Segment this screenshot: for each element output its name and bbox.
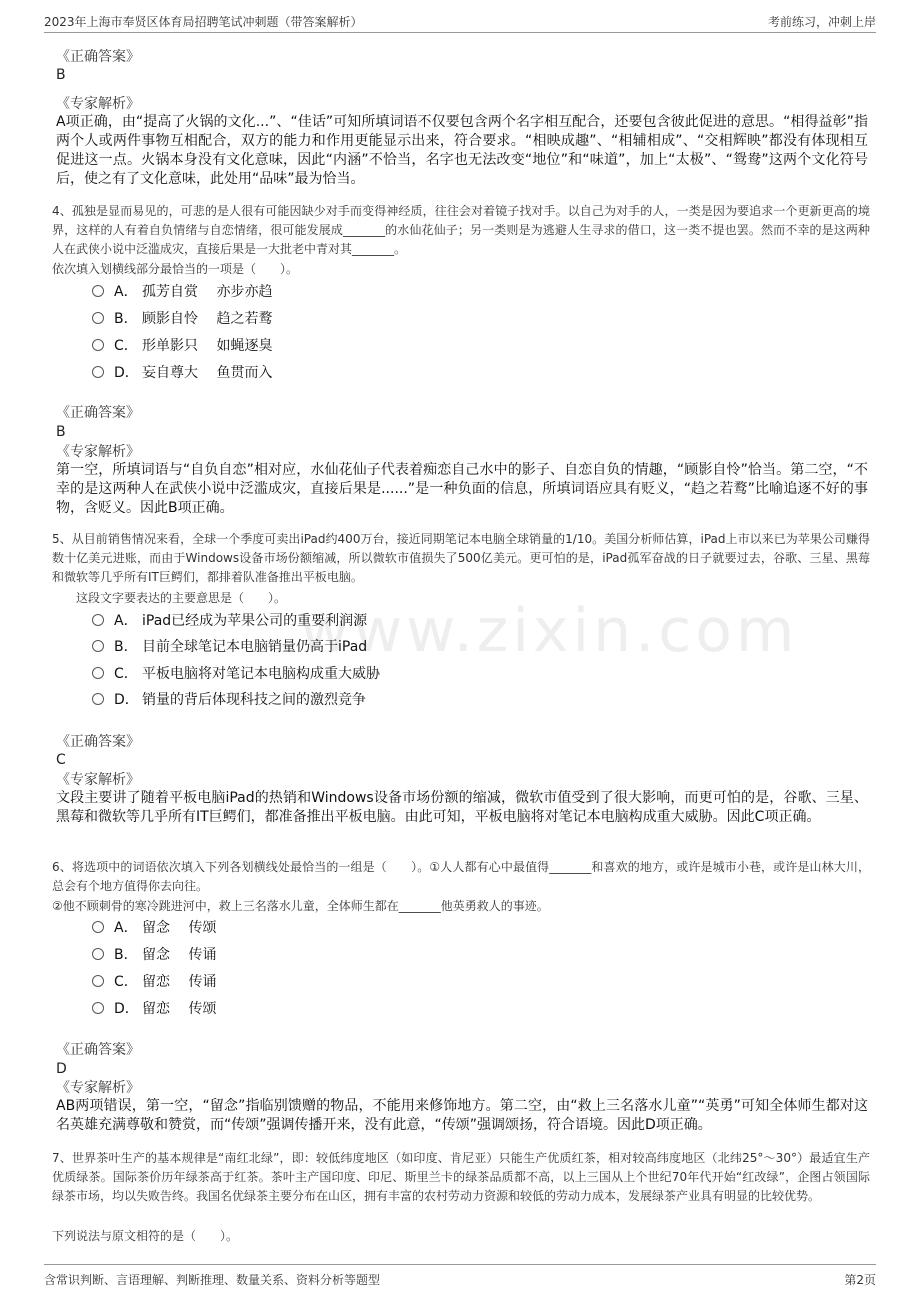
answer-label: 《正确答案》 [56, 49, 140, 65]
analysis-text: 第一空，所填词语与“自负自恋”相对应，水仙花仙子代表着痴恋自己水中的影子、自恋自负的情趣，“顾影自怜”恰当。第二空，“不幸的是这两种人在武侠小说中泛滥成灾，直接后果是......”是一种负面的信息，所填词语应具有贬义，“趋之若鹜”比喻追逐不好的事物，含贬义。因此B项正确。 [56, 462, 868, 516]
question-text: 7、世界茶叶生产的基本规律是“南红北绿”，即：较低纬度地区（如印度、肯尼亚）只能生产优质红茶，相对较高纬度地区（北纬25°～30°）最适宜生产优质绿茶。国际茶价历年绿茶高于红茶。茶叶主产国印度、印尼、斯里兰卡的绿茶品质都不高，以上三国从上个世纪70年代开始“红改绿”，企图占领国际绿茶市场，均以失败告终。我国名优绿茶主要分布在山区，拥有丰富的农村劳动力资源和较低的劳动力成本，发展绿茶产业具有明显的比较优势。 [52, 1151, 870, 1203]
watermark: www.zixin.com [300, 596, 799, 666]
radio-icon[interactable] [92, 366, 104, 378]
question-prompt: 这段文字要表达的主要意思是（ ）。 [76, 591, 287, 605]
option-b[interactable]: B． 留念 传诵 [92, 945, 216, 965]
radio-icon[interactable] [92, 693, 104, 705]
answer-label: 《正确答案》 [56, 405, 140, 421]
radio-icon[interactable] [92, 948, 104, 960]
analysis-label: 《专家解析》 [56, 772, 140, 788]
analysis-label: 《专家解析》 [56, 1080, 140, 1096]
answer-label: 《正确答案》 [56, 1042, 140, 1058]
page-footer [44, 1264, 876, 1291]
option-d[interactable]: D． 销量的背后体现科技之间的激烈竞争 [92, 690, 366, 710]
radio-icon[interactable] [92, 921, 104, 933]
question-text-2: ②他不顾刺骨的寒冷跳进河中，救上三名落水儿童，全体师生都在_______他英勇救人的事迹。 [52, 899, 549, 913]
analysis-label: 《专家解析》 [56, 96, 140, 112]
footer-text: 含常识判断、言语理解、判断推理、数量关系、资料分析等题型 [44, 1273, 381, 1287]
question-text: 6、将选项中的词语依次填入下列各划横线处最恰当的一组是（ ）。①人人都有心中最值得_______和喜欢的地方，或许是城市小巷，或许是山林大川，总会有个地方值得你去向往。 [52, 860, 870, 893]
analysis-text: AB两项错误，第一空，“留念”指临别馈赠的物品，不能用来修饰地方。第二空，由“救上三名落水儿童”“英勇”可知全体师生都对这名英雄充满尊敬和赞赏，而“传颂”强调传播开来，没有此意，“传颂”强调颂扬，符合语境。因此D项正确。 [56, 1098, 868, 1133]
answer-value: B [56, 424, 66, 440]
radio-icon[interactable] [92, 339, 104, 351]
question-prompt: 下列说法与原文相符的是（ ）。 [52, 1229, 239, 1243]
answer-value: B [56, 67, 66, 83]
page-number: 第2页 [844, 1273, 876, 1287]
header-slogan: 考前练习，冲刺上岸 [767, 15, 876, 29]
analysis-text: 文段主要讲了随着平板电脑iPad的热销和Windows设备市场份额的缩减，微软市值受到了很大影响，而更可怕的是，谷歌、三星、黑莓和微软等几乎所有IT巨鳄们，都准备推出平板电脑。由此可知，平板电脑将对笔记本电脑构成重大威胁。因此C项正确。 [56, 790, 868, 825]
option-a[interactable]: A． 留念 传颂 [92, 918, 216, 938]
analysis-text: A项正确，由“提高了火锅的文化...”、“佳话”可知所填词语不仅要包含两个名字相互配合，还要包含彼此促进的意思。“相得益彰”指两个人或两件事物互相配合，双方的能力和作用更能显示出来，符合要求。“相映成趣”、“相辅相成”、“交相辉映”都没有体现相互促进这一点。火锅本身没有文化意味，因此“内涵”不恰当，名字也无法改变“地位”和“味道”，加上“太极”、“鸳鸯”这两个文化符号后，使之有了文化意味，此处用“品味”最为恰当。 [56, 114, 868, 187]
radio-icon[interactable] [92, 285, 104, 297]
radio-icon[interactable] [92, 640, 104, 652]
option-c[interactable]: C． 形单影只 如蝇逐臭 [92, 336, 272, 356]
radio-icon[interactable] [92, 667, 104, 679]
option-b[interactable]: B． 顾影自怜 趋之若鹜 [92, 309, 272, 329]
option-a[interactable]: A． iPad已经成为苹果公司的重要利润源 [92, 611, 367, 631]
question-prompt: 依次填入划横线部分最恰当的一项是（ ）。 [52, 262, 299, 276]
answer-label: 《正确答案》 [56, 734, 140, 750]
analysis-label: 《专家解析》 [56, 444, 140, 460]
radio-icon[interactable] [92, 312, 104, 324]
answer-value: D [56, 1061, 67, 1077]
radio-icon[interactable] [92, 614, 104, 626]
option-a[interactable]: A． 孤芳自赏 亦步亦趋 [92, 282, 272, 302]
radio-icon[interactable] [92, 1002, 104, 1014]
option-d[interactable]: D． 留恋 传颂 [92, 999, 216, 1019]
option-b[interactable]: B． 目前全球笔记本电脑销量仍高于iPad [92, 637, 367, 657]
option-d[interactable]: D． 妄自尊大 鱼贯而入 [92, 363, 272, 383]
answer-value: C [56, 752, 66, 768]
header-title: 2023年上海市奉贤区体育局招聘笔试冲刺题（带答案解析） [44, 15, 363, 29]
option-c[interactable]: C． 平板电脑将对笔记本电脑构成重大威胁 [92, 664, 380, 684]
radio-icon[interactable] [92, 975, 104, 987]
question-text: 4、孤独是显而易见的，可悲的是人很有可能因缺少对手而变得神经质，往往会对着镜子找对手。以自己为对手的人，一类是因为要追求一个更新更高的境界，这样的人有着自负情绪与自恋情绪，很可能发展成_______的水仙花仙子；另一类则是为逃避人生寻求的借口，这一类不提也罢。然而不幸的是这两种人在武侠小说中泛滥成灾，直接后果是一大批老中青对其_______。 [52, 204, 870, 256]
question-text: 5、从目前销售情况来看，全球一个季度可卖出iPad约400万台，接近同期笔记本电脑全球销量的1/10。美国分析师估算，iPad上市以来已为苹果公司赚得数十亿美元进账，而由于Windows设备市场份额缩减，所以微软市值损失了500亿美元。更可怕的是，iPad孤军奋战的日子就要过去，谷歌、三星、黑莓和微软等几乎所有IT巨鳄们，都排着队准备推出平板电脑。 [52, 532, 870, 584]
option-c[interactable]: C． 留恋 传诵 [92, 972, 216, 992]
